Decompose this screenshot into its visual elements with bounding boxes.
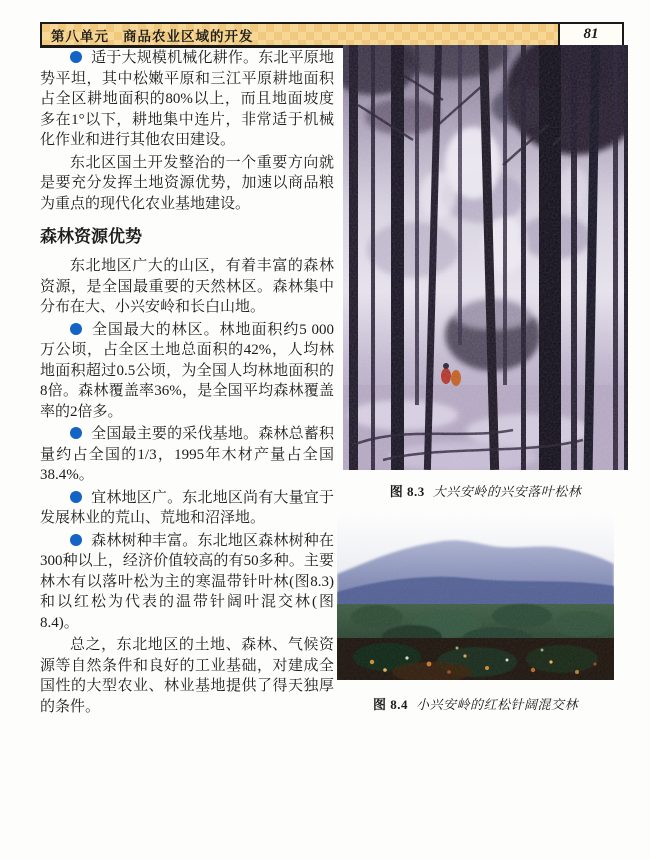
unit-label: 第八单元 [51,28,109,44]
bullet-paragraph [40,424,334,486]
paragraph-text: 总之，东北地区的土地、森林、气候资源等自然条件和良好的工业基础，对建成全国性的大型农业、林业基地提供了得天独厚的条件。 [40,637,334,715]
paragraph-text: 森林树种丰富。东北地区森林树种在300种以上，经济价值较高的有50多种。主要林木有以落叶松为主的寒温带针叶林(图8.3)和以红松为代表的温带针阔叶混交林(图8.4)。 [40,532,334,631]
bullet-dot-icon [70,534,82,546]
paragraph-text: 全国最主要的采伐基地。森林总蓄积量约占全国的1/3，1995年木材产量占全国38.4%。 [40,426,334,483]
bullet-paragraph [40,531,334,634]
paragraph-text: 全国最大的林区。林地面积约5 000万公顷，占全区土地总面积的42%，人均林地面积超过0.5公顷，为全国人均林地面积的8倍。森林覆盖率36%，是全国平均森林覆盖率的2倍多。 [40,321,334,420]
bullet-paragraph [40,488,334,529]
figure-label: 图 8.4 [372,697,408,712]
page-number: 81 [558,24,622,45]
bullet-dot-icon [70,427,82,439]
bullet-paragraph [40,320,334,423]
larch-forest-photo [343,45,628,470]
body-paragraph [40,635,334,717]
bullet-dot-icon [70,323,82,335]
bullet-dot-icon [70,51,82,63]
paragraph-text: 适于大规模机械化耕作。东北平原地势平坦，其中松嫩平原和三江平原耕地面积占全区耕地面积的80%以上，而且地面坡度多在1°以下，耕地集中连片，非常适于机械化作业和进行其他农田建设。 [40,50,334,148]
figure-caption-text: 大兴安岭的兴安落叶松林 [432,484,582,499]
paragraph-text: 东北地区广大的山区，有着丰富的森林资源，是全国最重要的天然林区。森林集中分布在大、小兴安岭和长白山地。 [40,258,334,315]
bullet-paragraph [40,48,334,151]
figure-8-4 [337,512,614,713]
paragraph-text: 宜林地区广。东北地区尚有大量宜于发展林业的荒山、荒地和沼泽地。 [40,489,334,526]
figure-caption-text: 小兴安岭的红松针阔混交林 [416,697,579,712]
section-heading: 森林资源优势 [40,227,142,246]
body-paragraph [40,256,334,318]
bullet-dot-icon [70,491,82,503]
unit-title: 商品农业区域的开发 [123,28,254,44]
figure-caption [337,694,614,713]
figure-caption [343,481,628,500]
mountain-forest-photo [337,512,614,680]
body-paragraph [40,153,334,215]
figure-label: 图 8.3 [389,484,425,499]
figure-8-3 [343,45,628,500]
unit-header-bar [42,24,558,45]
paragraph-text: 东北区国土开发整治的一个重要方向就是要充分发挥土地资源优势，加速以商品粮为重点的现代化农业基地建设。 [40,154,334,212]
text-column [40,48,334,719]
